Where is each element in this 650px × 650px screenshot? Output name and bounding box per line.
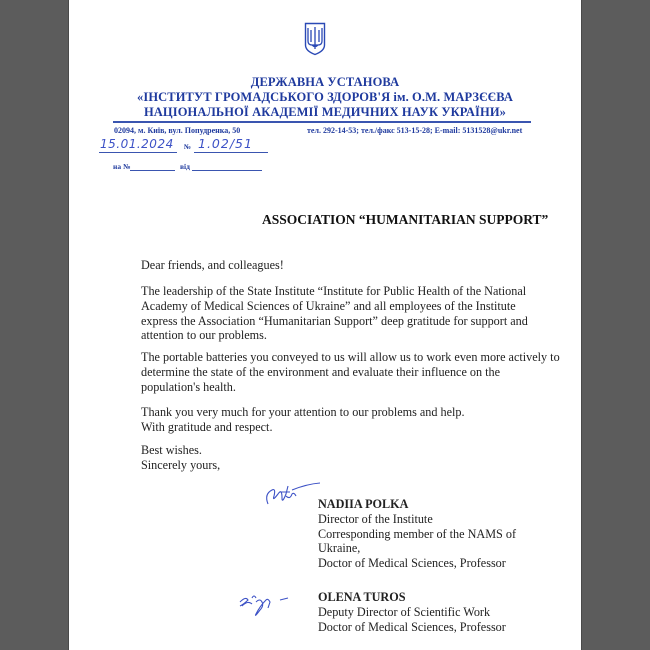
signatory-1-title-3: Ukraine, — [318, 541, 361, 556]
paragraph-3 — [141, 405, 561, 435]
greeting — [141, 258, 561, 273]
reply-to-label: на № — [113, 162, 131, 171]
signatory-2 — [318, 590, 506, 634]
from-label: від — [180, 162, 190, 171]
letterhead-divider — [113, 121, 531, 123]
greeting-text: Dear friends, and colleagues! — [141, 258, 284, 272]
closing — [141, 443, 561, 473]
recipient-heading: ASSOCIATION “HUMANITARIAN SUPPORT” — [262, 212, 549, 227]
paragraph-1-text: The leadership of the State Institute “Institute for Public Health of the National Academy of Medical Sciences of Ukraine” and all employees of the Institute express the Association “Humanitarian Support” deep gratitude for support and attention to our problems. — [141, 284, 528, 343]
closing-line-2: Sincerely yours, — [141, 457, 221, 472]
letterhead-line-3: НАЦІОНАЛЬНОЇ АКАДЕМІЇ МЕДИЧНИХ НАУК УКРАЇНИ» — [143, 105, 507, 119]
signatory-1-title-2: Corresponding member of the NAMS of — [318, 526, 517, 541]
number-label: № — [184, 143, 192, 151]
signatory-2-name: OLENA TUROS — [318, 590, 406, 604]
handwritten-reference-number: 1.02/51 — [198, 136, 253, 151]
paragraph-3-line-1: Thank you very much for your attention to our problems and help. — [141, 405, 465, 419]
from-underline — [192, 170, 262, 171]
paragraph-2-text: The portable batteries you conveyed to us will allow us to work even more actively to determine the state of the environment and evaluate their influence on the population's health. — [141, 350, 560, 394]
paragraph-2 — [141, 350, 561, 394]
letterhead-line-2: «ІНСТИТУТ ГРОМАДСЬКОГО ЗДОРОВ'Я ім. О.М. МАРЗЄЄВА — [137, 90, 513, 104]
handwritten-signature-icon — [236, 590, 300, 620]
institute-address: 02094, м. Київ, вул. Попудренка, 50 — [114, 126, 241, 135]
trident-coat-of-arms-icon — [304, 22, 326, 56]
handwritten-date: 15.01.2024 — [100, 137, 174, 151]
paragraph-1 — [141, 284, 549, 343]
handwritten-signature-icon — [262, 482, 322, 510]
date-underline — [99, 152, 177, 153]
signatory-2-title-1: Deputy Director of Scientific Work — [318, 604, 491, 619]
signatory-2-title-2: Doctor of Medical Sciences, Professor — [318, 619, 506, 634]
paragraph-3-line-2: With gratitude and respect. — [141, 419, 273, 434]
signatory-1 — [318, 497, 516, 571]
signatory-1-title-1: Director of the Institute — [318, 511, 433, 526]
number-underline — [194, 152, 268, 153]
closing-line-1: Best wishes. — [141, 443, 202, 457]
letterhead-line-1: ДЕРЖАВНА УСТАНОВА — [250, 75, 400, 89]
institute-contacts: тел. 292-14-53; тел./факс 513-15-28; E-mail: 5131528@ukr.net — [307, 126, 523, 135]
signatory-1-title-4: Doctor of Medical Sciences, Professor — [318, 556, 506, 571]
reply-to-underline — [130, 170, 175, 171]
signatory-1-name: NADIIA POLKA — [318, 497, 409, 511]
